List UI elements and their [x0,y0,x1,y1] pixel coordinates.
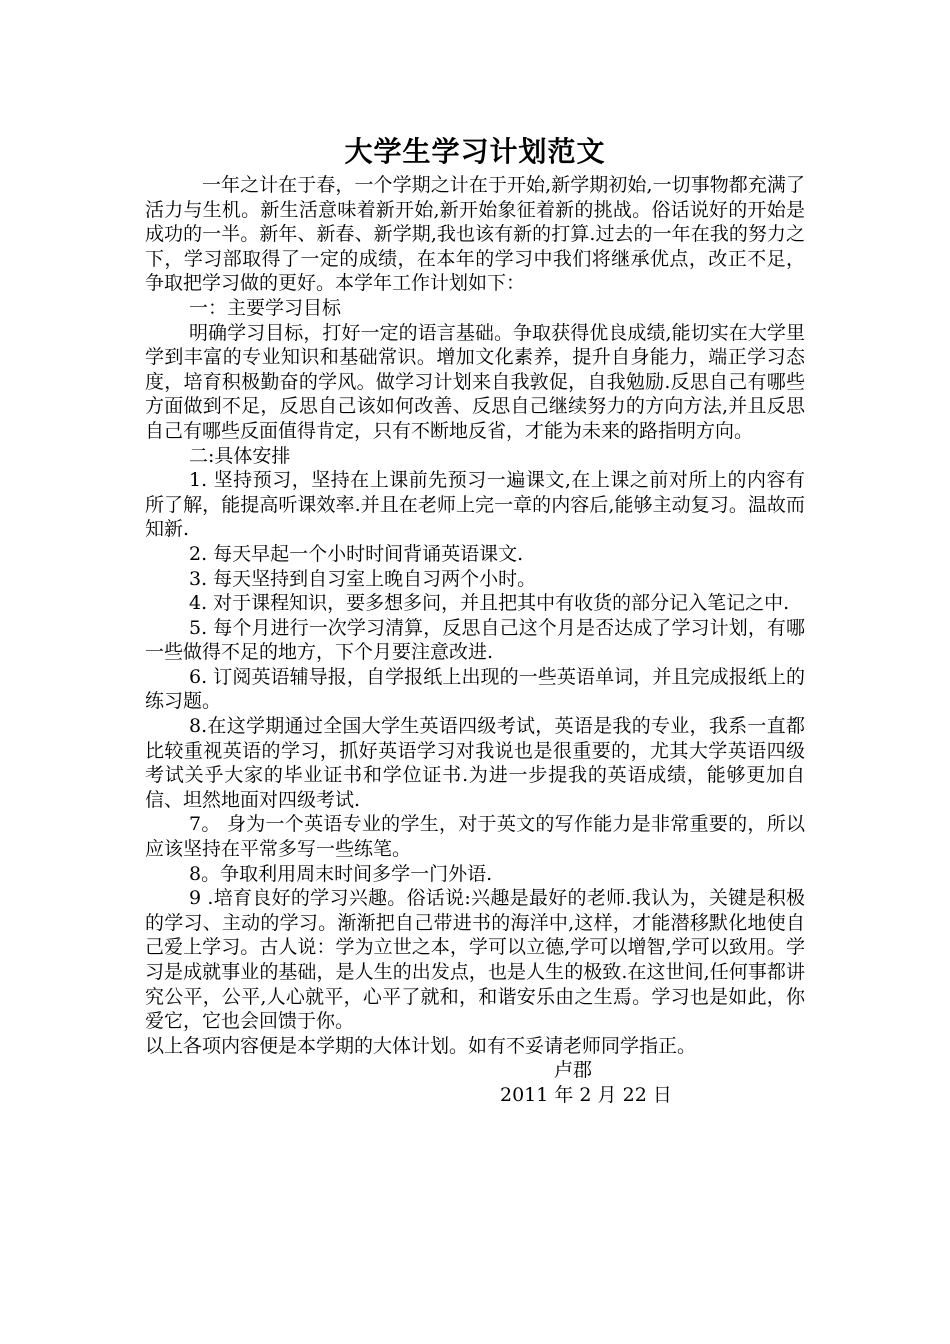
document-body [145,132,805,1108]
plan-item: 4. 对于课程知识，要多想多问，并且把其中有收货的部分记入笔记之中. [189,592,790,615]
document-date: 2011 年 2 月 22 日 [500,1083,672,1106]
section-heading-arrangements: 二:具体安排 [189,444,291,467]
plan-item: 1. 坚持预习，坚持在上课前先预习一遍课文,在上课之前对所上的内容有所了解，能提高听课效率.并且在老师上完一章的内容后,能够主动复习。温故而知新. [145,469,805,541]
plan-item: 6. 订阅英语辅导报，自学报纸上出现的一些英语单词，并且完成报纸上的练习题。 [145,665,805,713]
closing-paragraph: 以上各项内容便是本学期的大体计划。如有不妥请老师同学指正。 [145,1034,697,1057]
signature: 卢郡 [554,1059,593,1082]
plan-item: 8.在这学期通过全国大学生英语四级考试，英语是我的专业，我系一直都比较重视英语的学习，抓好英语学习对我说也是很重要的，尤其大学英语四级考试关乎大家的毕业证书和学位证书.为进一步提我的英语成绩，能够更加自信、坦然地面对四级考试. [145,715,805,811]
plan-item: 5. 每个月进行一次学习清算，反思自己这个月是否达成了学习计划，有哪一些做得不足的地方，下个月要注意改进. [145,616,805,664]
plan-item: 7。 身为一个英语专业的学生，对于英文的写作能力是非常重要的，所以应该坚持在平常多写一些练笔。 [145,813,805,861]
goals-paragraph: 明确学习目标，打好一定的语言基础。争取获得优良成绩,能切实在大学里学到丰富的专业知识和基础常识。增加文化素养，提升自身能力，端正学习态度，培育积极勤奋的学风。做学习计划来自我敦促，自我勉励.反思自己有哪些方面做到不足，反思自己该如何改善、反思自己继续努力的方向方法,并且反思自己有哪些反面值得肯定，只有不断地反省，才能为未来的路指明方向。 [145,321,805,442]
plan-item: 8。争取利用周末时间多学一门外语. [189,862,493,885]
plan-item: 2. 每天早起一个小时时间背诵英语课文. [189,542,524,565]
plan-item: 3. 每天坚持到自习室上晚自习两个小时。 [189,567,537,590]
plan-item: 9 .培育良好的学习兴趣。俗话说:兴趣是最好的老师.我认为，关键是积极的学习、主动的学习。渐渐把自己带进书的海洋中,这样，才能潜移默化地使自己爱上学习。古人说：学为立世之本，学可以立德,学可以增智,学可以致用。学习是成就事业的基础，是人生的出发点，也是人生的极致.在这世间,任何事都讲究公平，公平,人心就平，心平了就和，和谐安乐由之生焉。学习也是如此，你爱它，它也会回馈于你。 [145,887,805,1033]
section-heading-goals: 一：主要学习目标 [189,296,342,319]
intro-paragraph: 一年之计在于春，一个学期之计在于开始,新学期初始,一切事物都充满了活力与生机。新生活意味着新开始,新开始象征着新的挑战。俗话说好的开始是成功的一半。新年、新春、新学期,我也该有新的打算.过去的一年在我的努力之下，学习部取得了一定的成绩，在本年的学习中我们将继承优点，改正不足，争取把学习做的更好。本学年工作计划如下： [145,174,805,295]
document-title: 大学生学习计划范文 [344,135,606,168]
